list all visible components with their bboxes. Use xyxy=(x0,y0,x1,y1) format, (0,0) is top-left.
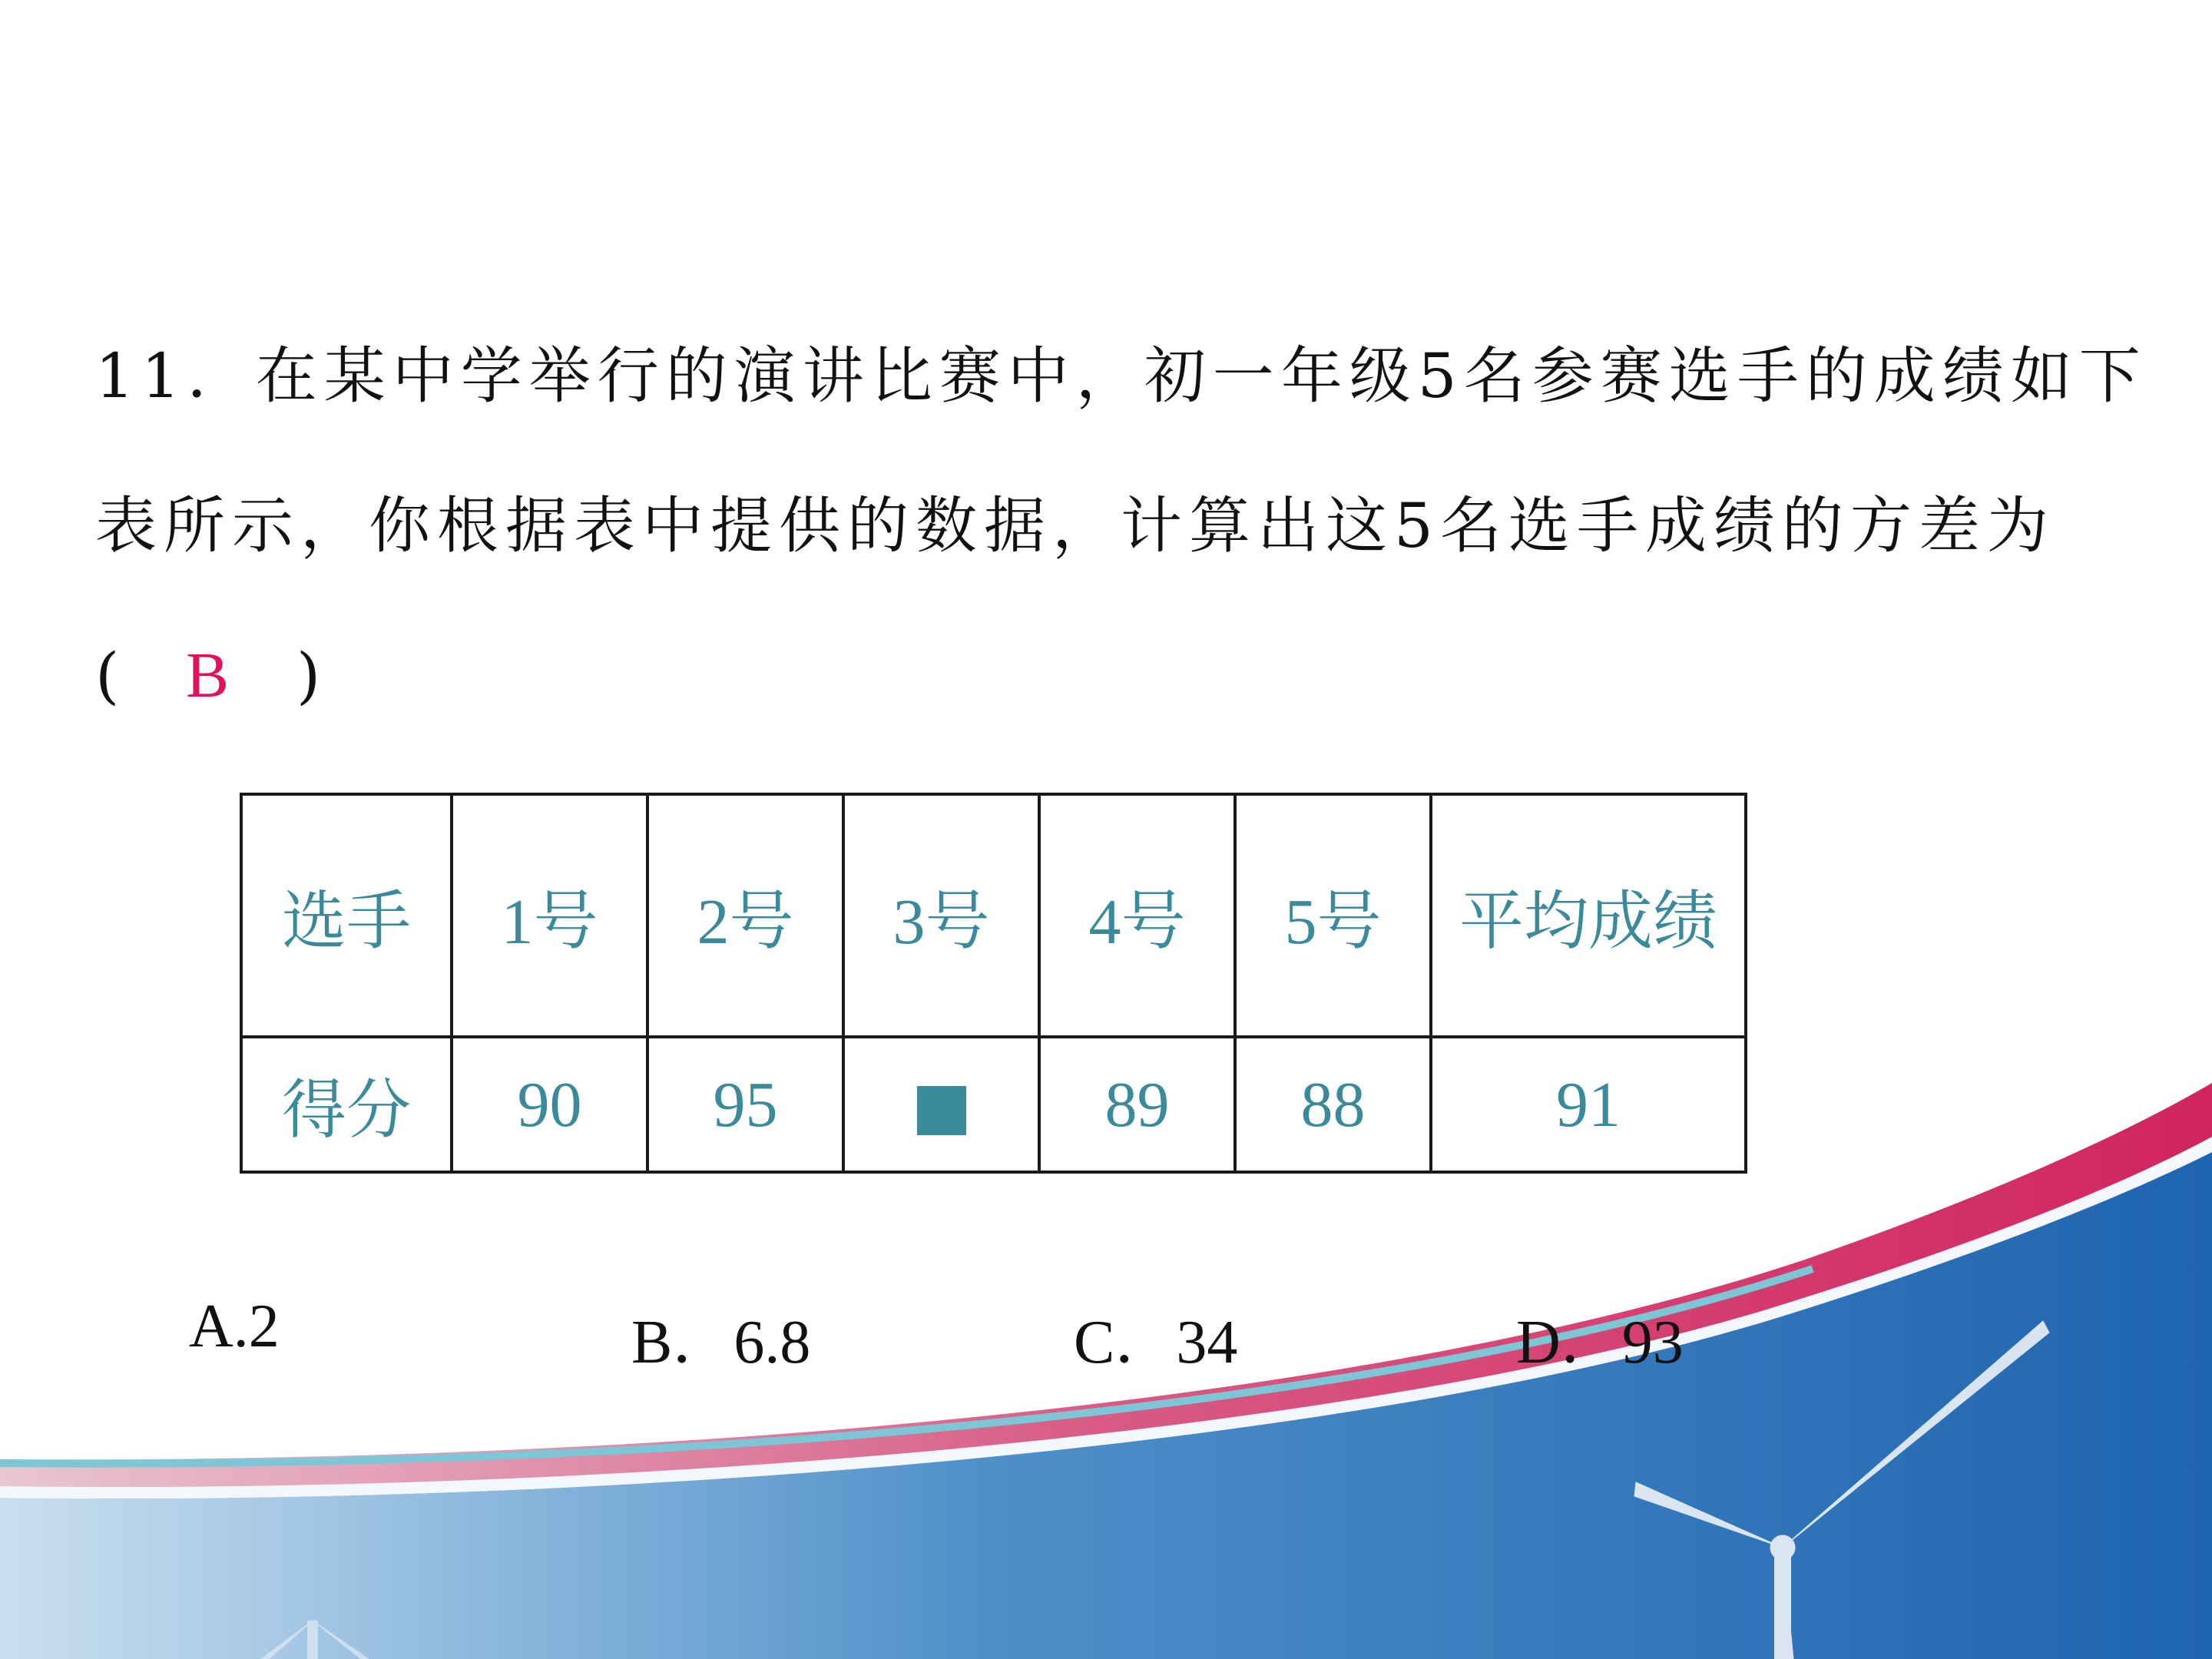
data-cell: 得分 xyxy=(241,1037,452,1172)
question-line-1: 11．在某中学举行的演讲比赛中，初一年级5名参赛选手的成绩如下 xyxy=(95,340,2147,412)
option-a: A.2 xyxy=(189,1293,280,1360)
data-cell: 88 xyxy=(1235,1037,1431,1172)
table-header-row xyxy=(241,794,1746,1037)
data-cell: 89 xyxy=(1039,1037,1235,1172)
hidden-score-square xyxy=(917,1086,966,1135)
score-table xyxy=(240,793,1747,1174)
data-cell: 95 xyxy=(647,1037,843,1172)
answer-bracket xyxy=(95,601,2154,750)
table-data-row xyxy=(241,1037,1746,1172)
answer-letter: B xyxy=(186,640,237,711)
paren-open: ( xyxy=(95,640,127,711)
header-cell: 选手 xyxy=(241,794,452,1037)
header-cell: 5号 xyxy=(1235,794,1431,1037)
header-cell: 4号 xyxy=(1039,794,1235,1037)
header-cell: 2号 xyxy=(647,794,843,1037)
question-line-2: 表所示，你根据表中提供的数据，计算出这5名选手成绩的方差为 xyxy=(95,490,2055,561)
header-cell: 1号 xyxy=(452,794,647,1037)
option-b: B．6.8 xyxy=(631,1309,811,1376)
header-cell: 平均成绩 xyxy=(1431,794,1746,1037)
data-cell: 90 xyxy=(452,1037,647,1172)
paren-close: ) xyxy=(296,640,328,711)
header-cell: 3号 xyxy=(843,794,1039,1037)
question-text xyxy=(95,301,2154,750)
answer-options xyxy=(0,1292,2212,1376)
option-d: D．93 xyxy=(1516,1309,1684,1376)
data-cell: 91 xyxy=(1431,1037,1746,1172)
option-c: C．34 xyxy=(1074,1309,1238,1376)
data-cell-hidden xyxy=(843,1037,1039,1172)
